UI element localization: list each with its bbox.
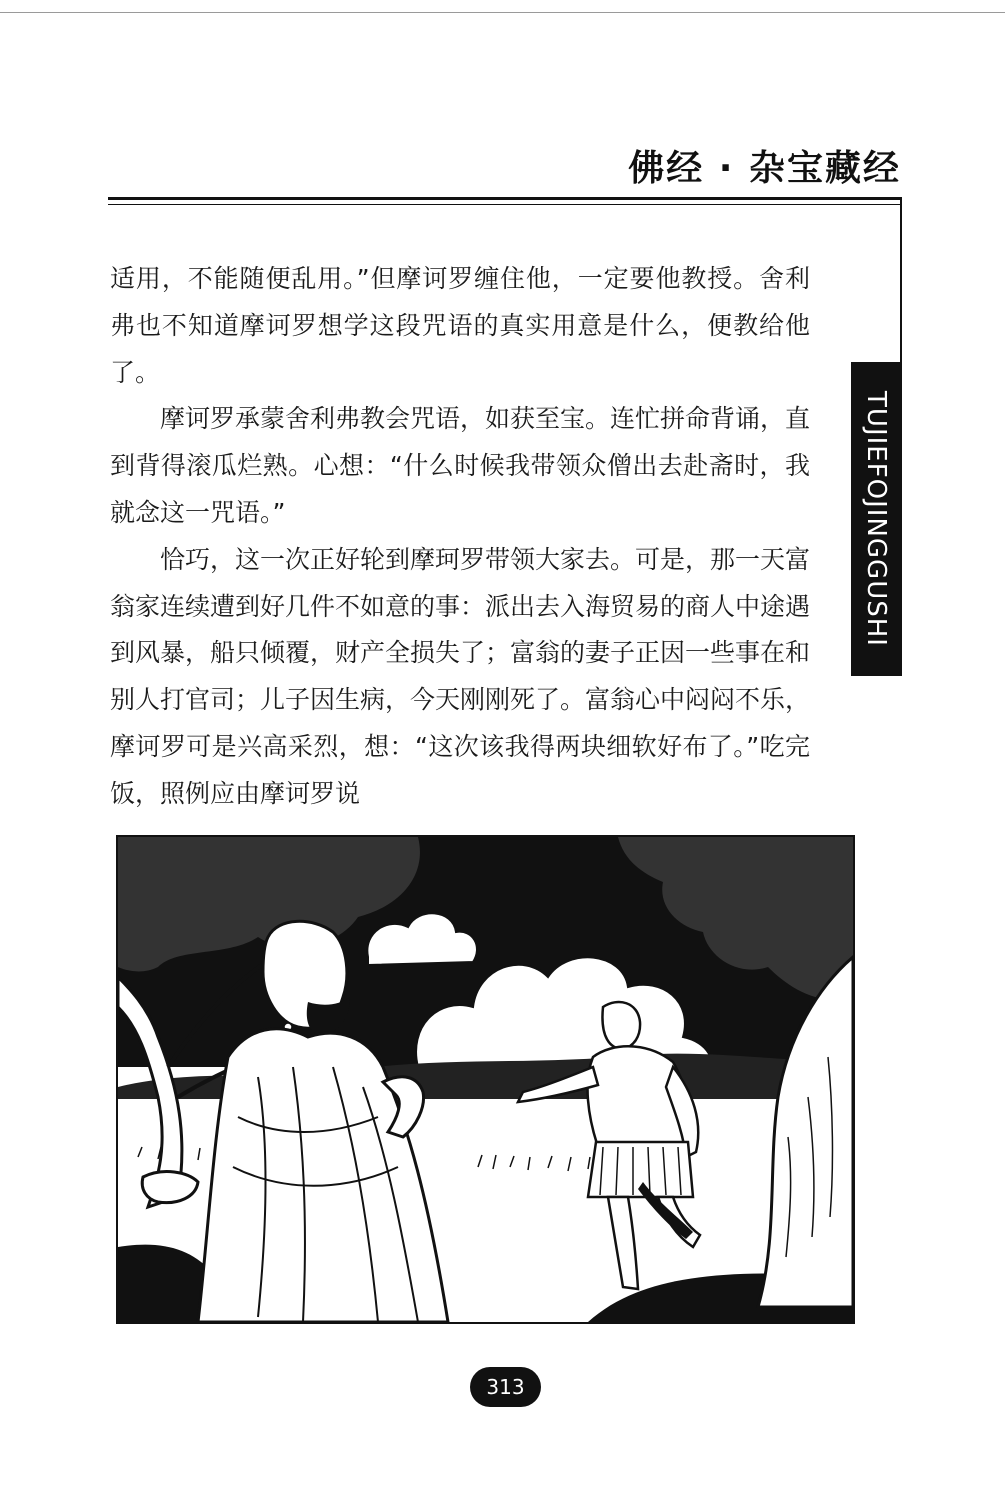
paragraph-1: 适用，不能随便乱用。”但摩诃罗缠住他，一定要他教授。舍利弗也不知道摩诃罗想学这段咒语的真实用意是什么，便教给他了。 [110,264,810,387]
header-rule-thin [108,204,902,205]
body-text [110,256,810,818]
header-rule [108,197,902,200]
header-rule-vertical [900,197,902,362]
illustration-drawing [118,837,853,1322]
paragraph-2: 摩诃罗承蒙舍利弗教会咒语，如获至宝。连忙拼命背诵，直到背得滚瓜烂熟。心想：“什么时候我带领众僧出去赴斋时，我就念这一咒语。” [110,404,811,527]
paragraph-3: 恰巧，这一次正好轮到摩珂罗带领大家去。可是，那一天富翁家连续遭到好几件不如意的事：派出去入海贸易的商人中途遇到风暴，船只倾覆，财产全损失了；富翁的妻子正因一些事在和别人打官司；儿子因生病，今天刚刚死了。富翁心中闷闷不乐，摩诃罗可是兴高采烈，想：“这次该我得两块细软好布了。”吃完饭，照例应由摩诃罗说 [110,544,811,808]
illustration [116,835,855,1324]
book-title: 佛经 · 杂宝藏经 [628,148,901,189]
side-tab [851,362,902,676]
side-tab-label: TUJIEFOJINGGUSHI [861,391,891,647]
page-number: 313 [470,1367,541,1407]
top-rule [0,12,1005,13]
